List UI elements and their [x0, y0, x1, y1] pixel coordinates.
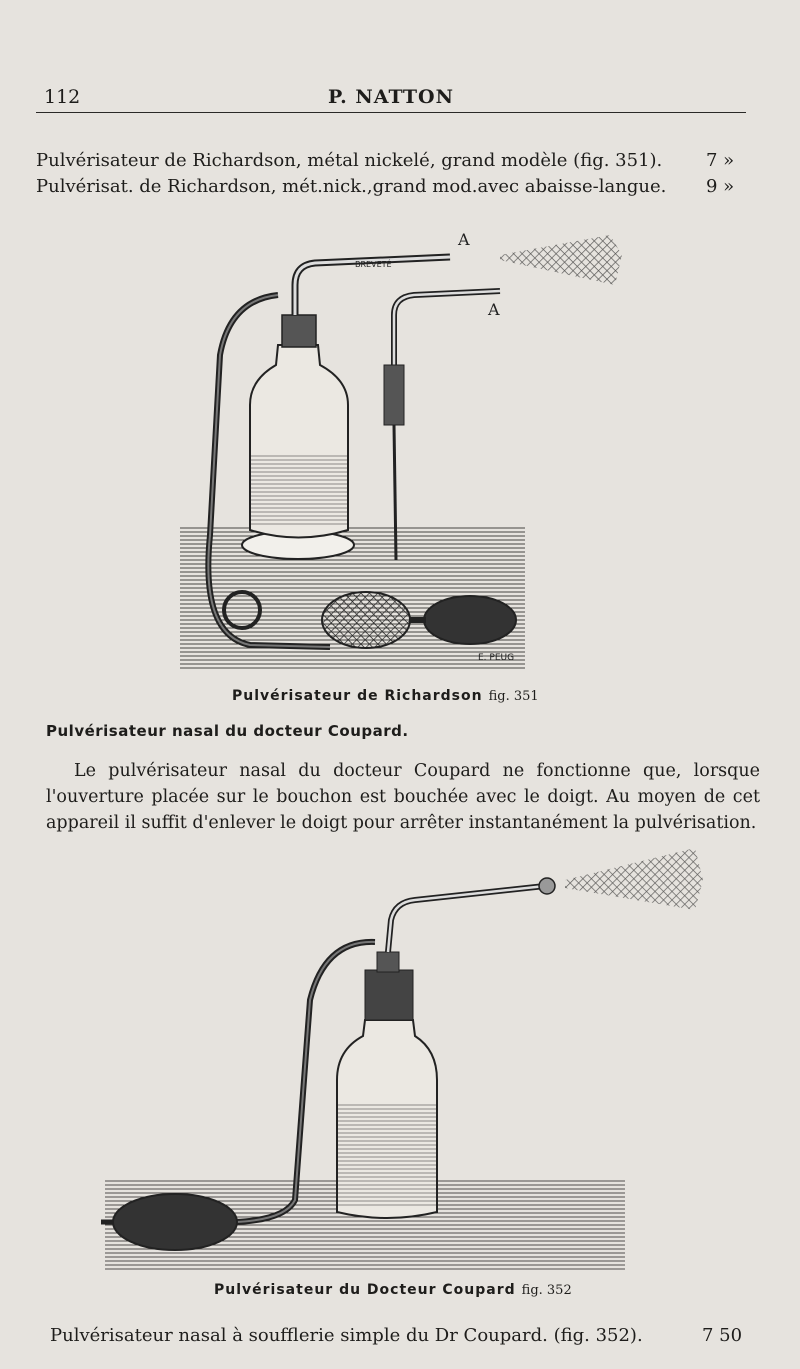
item-price: 7 »	[706, 150, 735, 171]
fig-label: fig. 351	[488, 689, 539, 704]
engraver-signature: E. PEUG	[478, 653, 515, 663]
item-price: 7 50	[702, 1325, 743, 1346]
engraving-mark: BREVETÉ	[355, 260, 392, 269]
richardson-sprayer-illustration	[170, 215, 630, 680]
price-line-1	[36, 150, 756, 176]
figure-label-a2: A	[488, 300, 500, 319]
item-price: 9 »	[706, 176, 735, 197]
item-description: Pulvérisateur de Richardson, métal nickelé, grand modèle (fig. 351).	[36, 150, 663, 171]
running-head: P. NATTON	[328, 86, 454, 108]
fig-label: fig. 352	[521, 1283, 572, 1298]
caption-text: Pulvérisateur de Richardson	[232, 688, 483, 704]
section-paragraph: Le pulvérisateur nasal du docteur Coupard ne fonctionne que, lorsque l'ouverture placée sur le bouchon est bouchée avec le doigt. Au moyen de cet appareil il suffit d'enlever le doigt pour arrêter instantanément la pulvérisation.	[46, 761, 760, 833]
figure-352-caption	[214, 1282, 572, 1298]
price-line-2	[36, 176, 756, 202]
figure-351-caption	[232, 688, 539, 704]
item-description: Pulvérisateur nasal à soufflerie simple du Dr Coupard. (fig. 352).	[50, 1325, 643, 1346]
page-header	[36, 86, 746, 113]
figure-label-a: A	[458, 230, 470, 249]
item-description: Pulvérisat. de Richardson, mét.nick.,grand mod.avec abaisse-langue.	[36, 176, 667, 197]
coupard-sprayer-illustration	[95, 840, 715, 1280]
caption-text: Pulvérisateur du Docteur Coupard	[214, 1282, 516, 1298]
price-line-3	[50, 1325, 770, 1351]
page-number: 112	[44, 86, 81, 108]
section-title: Pulvérisateur nasal du docteur Coupard.	[46, 722, 409, 740]
